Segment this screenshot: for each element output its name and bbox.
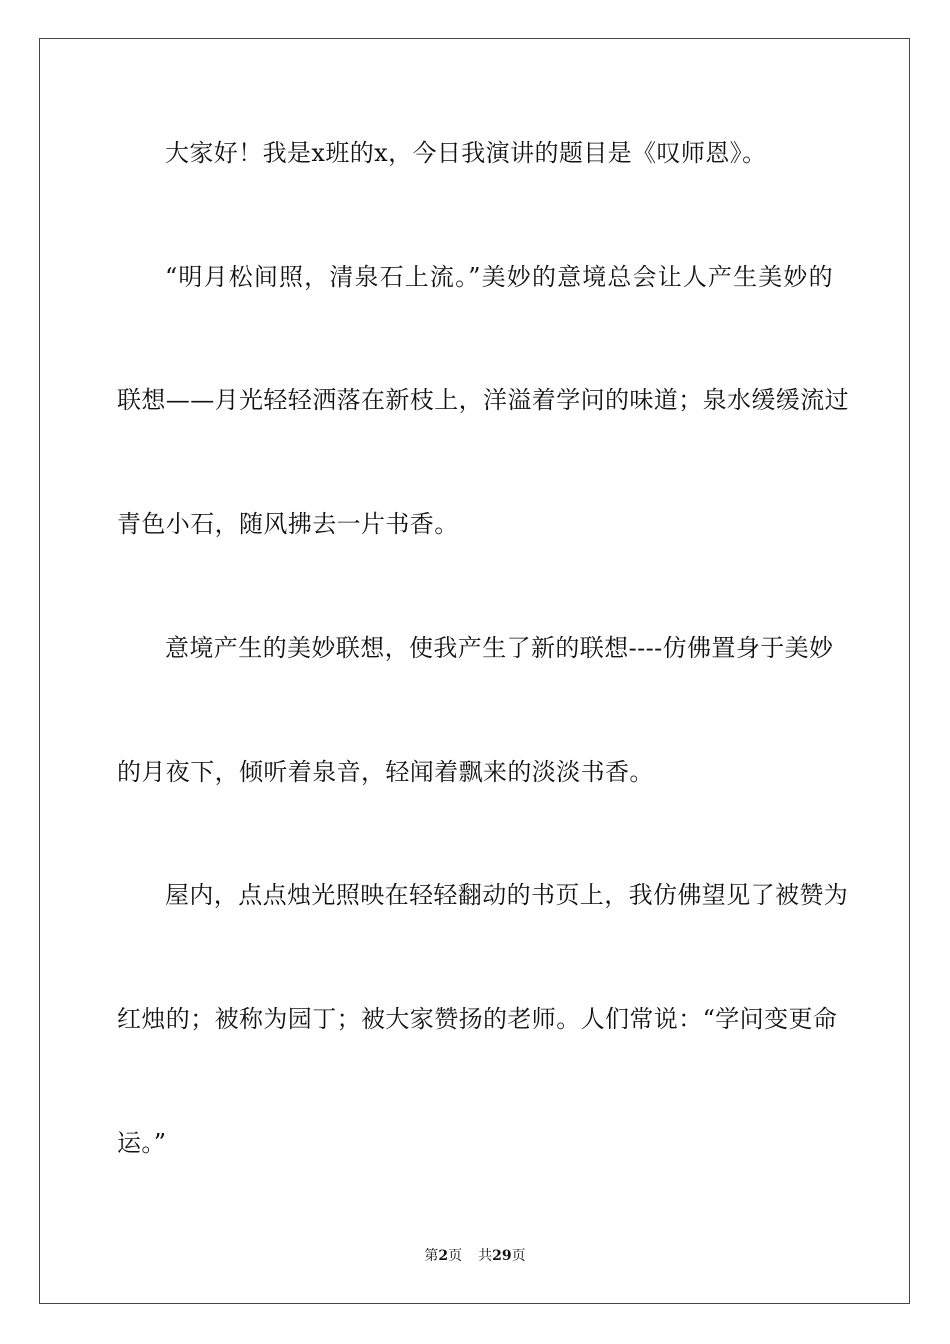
paragraph-2-line-3: 青色小石，随风拂去一片书香。 [117,510,459,538]
paragraph-3-line-2: 的月夜下，倾听着泉音，轻闻着飘来的淡淡书香。 [117,758,654,786]
footer-total-suffix: 页 [511,1248,526,1264]
footer-page-number: 2 [438,1248,449,1264]
footer-page-suffix: 页 [448,1248,463,1264]
paragraph-4-line-2: 红烛的；被称为园丁；被大家赞扬的老师。人们常说：“学问变更命 [117,1005,838,1033]
paragraph-4-line-1: 屋内，点点烛光照映在轻轻翻动的书页上，我仿佛望见了被赞为 [165,881,849,909]
footer-total-pages: 29 [492,1248,512,1264]
paragraph-3-line-1: 意境产生的美妙联想，使我产生了新的联想----仿佛置身于美妙 [165,634,834,662]
page-frame [39,38,910,1304]
footer-page-prefix: 第 [424,1248,439,1264]
paragraph-4-line-3: 运。” [117,1129,167,1157]
footer-total-prefix: 共 [478,1248,493,1264]
paragraph-2-line-1: “明月松间照，清泉石上流。”美妙的意境总会让人产生美妙的 [165,263,833,291]
paragraph-2-line-2: 联想——月光轻轻洒落在新枝上，洋溢着学问的味道；泉水缓缓流过 [117,386,849,414]
page-footer [0,1247,950,1265]
paragraph-1-line-1: 大家好！我是x班的x，今日我演讲的题目是《叹师恩》。 [165,139,767,167]
